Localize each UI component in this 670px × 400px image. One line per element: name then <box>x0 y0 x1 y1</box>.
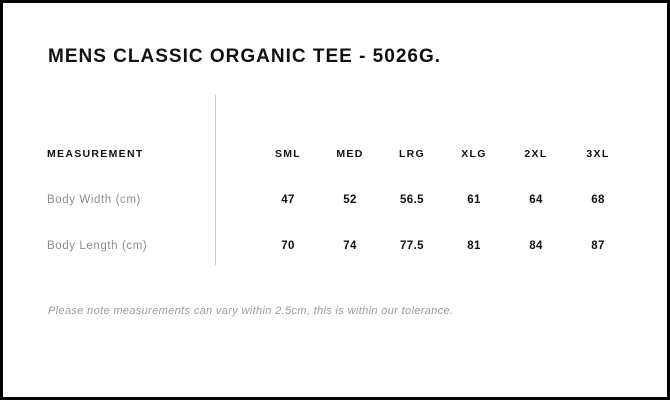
cell-body-width-2xl: 64 <box>529 194 543 206</box>
tolerance-note: Please note measurements can vary within 2.5cm, this is within our tolerance. <box>48 305 454 317</box>
column-header-measurement: MEASUREMENT <box>47 148 144 160</box>
page-title: MENS CLASSIC ORGANIC TEE - 5026G. <box>48 46 442 67</box>
cell-body-length-lrg: 77.5 <box>400 240 424 252</box>
cell-body-length-2xl: 84 <box>529 240 543 252</box>
table-header-row <box>47 131 629 177</box>
table-row <box>47 177 629 223</box>
table-row <box>47 223 629 269</box>
row-label-body-width: Body Width (cm) <box>47 194 141 206</box>
column-header-3xl: 3XL <box>586 148 610 160</box>
column-header-med: MED <box>336 148 364 160</box>
cell-body-width-3xl: 68 <box>591 194 605 206</box>
column-header-sml: SML <box>274 148 302 160</box>
size-table-container <box>47 131 623 269</box>
cell-body-width-xlg: 61 <box>467 194 481 206</box>
size-table <box>47 131 629 269</box>
column-header-lrg: LRG <box>398 148 426 160</box>
column-header-xlg: XLG <box>461 148 487 160</box>
row-label-body-length: Body Length (cm) <box>47 240 148 252</box>
cell-body-width-lrg: 56.5 <box>400 194 424 206</box>
cell-body-length-3xl: 87 <box>591 240 605 252</box>
column-header-2xl: 2XL <box>524 148 548 160</box>
vertical-divider <box>215 95 216 265</box>
table-body <box>47 177 629 269</box>
cell-body-width-sml: 47 <box>281 194 295 206</box>
cell-body-length-sml: 70 <box>281 240 295 252</box>
cell-body-width-med: 52 <box>343 194 357 206</box>
cell-body-length-xlg: 81 <box>467 240 481 252</box>
table-head <box>47 131 629 177</box>
page-content <box>3 3 667 397</box>
cell-body-length-med: 74 <box>343 240 357 252</box>
